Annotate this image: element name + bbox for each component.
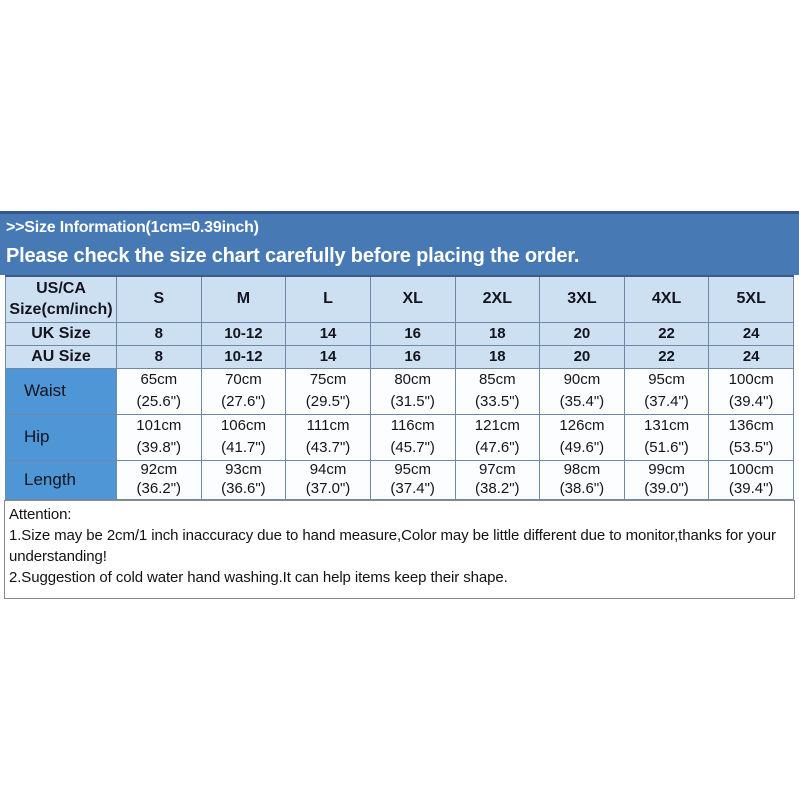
measure-cm: 75cm (309, 371, 347, 389)
measure-inch: (33.5") (475, 393, 520, 410)
size-chart-table (5, 275, 794, 500)
size-row-label: UK Size (6, 322, 117, 345)
measure-value-cell (370, 368, 455, 414)
measure-inch: (31.5") (390, 393, 435, 410)
measure-value-cell (540, 414, 625, 460)
size-row (6, 322, 794, 345)
size-column-header: 3XL (540, 276, 625, 322)
measure-inch: (36.2") (136, 479, 182, 497)
measure-value-cell (201, 368, 286, 414)
measure-cm: 100cm (728, 460, 774, 478)
measure-cm: 121cm (474, 417, 520, 435)
measure-value-cell (709, 414, 794, 460)
size-column-header: 2XL (455, 276, 540, 322)
measure-cm: 98cm (563, 460, 601, 478)
measure-cm: 92cm (140, 460, 178, 478)
measure-inch: (37.0") (305, 479, 351, 497)
measure-inch: (39.4") (728, 393, 774, 410)
size-column-header: 5XL (709, 276, 794, 322)
measure-value-cell (286, 414, 371, 460)
measure-cm: 126cm (559, 417, 605, 435)
measure-row (6, 414, 794, 460)
size-value-cell: 10-12 (201, 345, 286, 368)
measure-row (6, 460, 794, 499)
size-value-cell: 18 (455, 322, 540, 345)
attention-line-2: 2.Suggestion of cold water hand washing.It can help items keep their shape. (9, 568, 508, 586)
attention-box (4, 500, 795, 599)
measure-cm: 90cm (563, 371, 601, 389)
corner-header-line: US/CA (36, 279, 86, 297)
size-value-cell: 22 (624, 345, 709, 368)
measure-row-label: Length (6, 460, 117, 499)
size-column-header: 4XL (624, 276, 709, 322)
size-value-cell: 20 (540, 345, 625, 368)
measure-value-cell (201, 460, 286, 499)
measure-inch: (39.0") (644, 479, 689, 497)
size-value-cell: 14 (286, 345, 371, 368)
measure-cm: 111cm (306, 417, 350, 435)
size-value-cell: 8 (117, 345, 202, 368)
size-value-cell: 22 (624, 322, 709, 345)
size-info-banner (0, 211, 799, 275)
measure-inch: (39.8") (136, 439, 182, 456)
measure-cm: 94cm (309, 460, 347, 478)
measure-value-cell (540, 368, 625, 414)
size-value-cell: 16 (370, 345, 455, 368)
measure-cm: 100cm (728, 371, 774, 389)
measure-inch: (47.6") (475, 439, 520, 456)
measure-inch: (36.6") (221, 479, 266, 497)
measure-cm: 80cm (394, 371, 432, 389)
banner-title: >>Size Information(1cm=0.39inch) (6, 219, 259, 236)
measure-inch: (49.6") (559, 439, 605, 456)
size-value-cell: 20 (540, 322, 625, 345)
table-header-row (6, 276, 794, 322)
size-value-cell: 14 (286, 322, 371, 345)
size-value-cell: 24 (709, 345, 794, 368)
measure-value-cell (370, 460, 455, 499)
measure-inch: (35.4") (559, 393, 605, 410)
measure-cm: 136cm (728, 417, 774, 435)
measure-inch: (37.4") (390, 479, 435, 497)
corner-header-cell (6, 276, 117, 322)
measure-inch: (25.6") (136, 393, 182, 410)
attention-line-1: 1.Size may be 2cm/1 inch inaccuracy due to hand measure,Color may be little different due to monitor,thanks for your understanding! (9, 526, 776, 565)
measure-value-cell (286, 460, 371, 499)
size-value-cell: 16 (370, 322, 455, 345)
measure-inch: (38.2") (475, 479, 520, 497)
measure-row-label: Hip (6, 414, 117, 460)
size-value-cell: 18 (455, 345, 540, 368)
measure-row-label: Waist (6, 368, 117, 414)
measure-inch: (45.7") (390, 439, 435, 456)
size-column-header: XL (370, 276, 455, 322)
measure-value-cell (624, 414, 709, 460)
size-column-header: M (201, 276, 286, 322)
measure-inch: (38.6") (559, 479, 605, 497)
measure-cm: 95cm (648, 371, 685, 389)
size-column-header: L (286, 276, 371, 322)
measure-value-cell (709, 368, 794, 414)
size-value-cell: 10-12 (201, 322, 286, 345)
measure-value-cell (117, 414, 202, 460)
measure-cm: 106cm (220, 417, 266, 435)
measure-value-cell (455, 460, 540, 499)
measure-value-cell (455, 414, 540, 460)
attention-title: Attention: (9, 505, 72, 523)
corner-header-line: Size(cm/inch) (9, 301, 113, 319)
measure-value-cell (709, 460, 794, 499)
measure-cm: 85cm (478, 371, 516, 389)
measure-value-cell (201, 414, 286, 460)
measure-cm: 95cm (394, 460, 432, 478)
measure-value-cell (117, 460, 202, 499)
measure-value-cell (286, 368, 371, 414)
measure-inch: (51.6") (644, 439, 689, 456)
size-column-header: S (117, 276, 202, 322)
measure-value-cell (117, 368, 202, 414)
measure-cm: 65cm (140, 371, 178, 389)
measure-value-cell (455, 368, 540, 414)
measure-inch: (37.4") (644, 393, 689, 410)
size-info-page (0, 211, 799, 599)
measure-cm: 101cm (136, 417, 182, 435)
size-value-cell: 8 (117, 322, 202, 345)
measure-inch: (41.7") (221, 439, 266, 456)
measure-value-cell (370, 414, 455, 460)
measure-row (6, 368, 794, 414)
measure-cm: 131cm (644, 417, 690, 435)
measure-inch: (53.5") (728, 439, 774, 456)
measure-cm: 97cm (478, 460, 516, 478)
measure-inch: (27.6") (221, 393, 266, 410)
size-value-cell: 24 (709, 322, 794, 345)
size-row (6, 345, 794, 368)
measure-cm: 93cm (225, 460, 262, 478)
banner-subtitle: Please check the size chart carefully before placing the order. (6, 245, 580, 267)
measure-inch: (29.5") (305, 393, 351, 410)
measure-value-cell (624, 460, 709, 499)
measure-cm: 70cm (225, 371, 262, 389)
size-row-label: AU Size (6, 345, 117, 368)
measure-value-cell (624, 368, 709, 414)
measure-cm: 116cm (390, 417, 435, 435)
measure-inch: (39.4") (728, 479, 774, 497)
measure-value-cell (540, 460, 625, 499)
measure-inch: (43.7") (305, 439, 351, 456)
measure-cm: 99cm (648, 460, 685, 478)
